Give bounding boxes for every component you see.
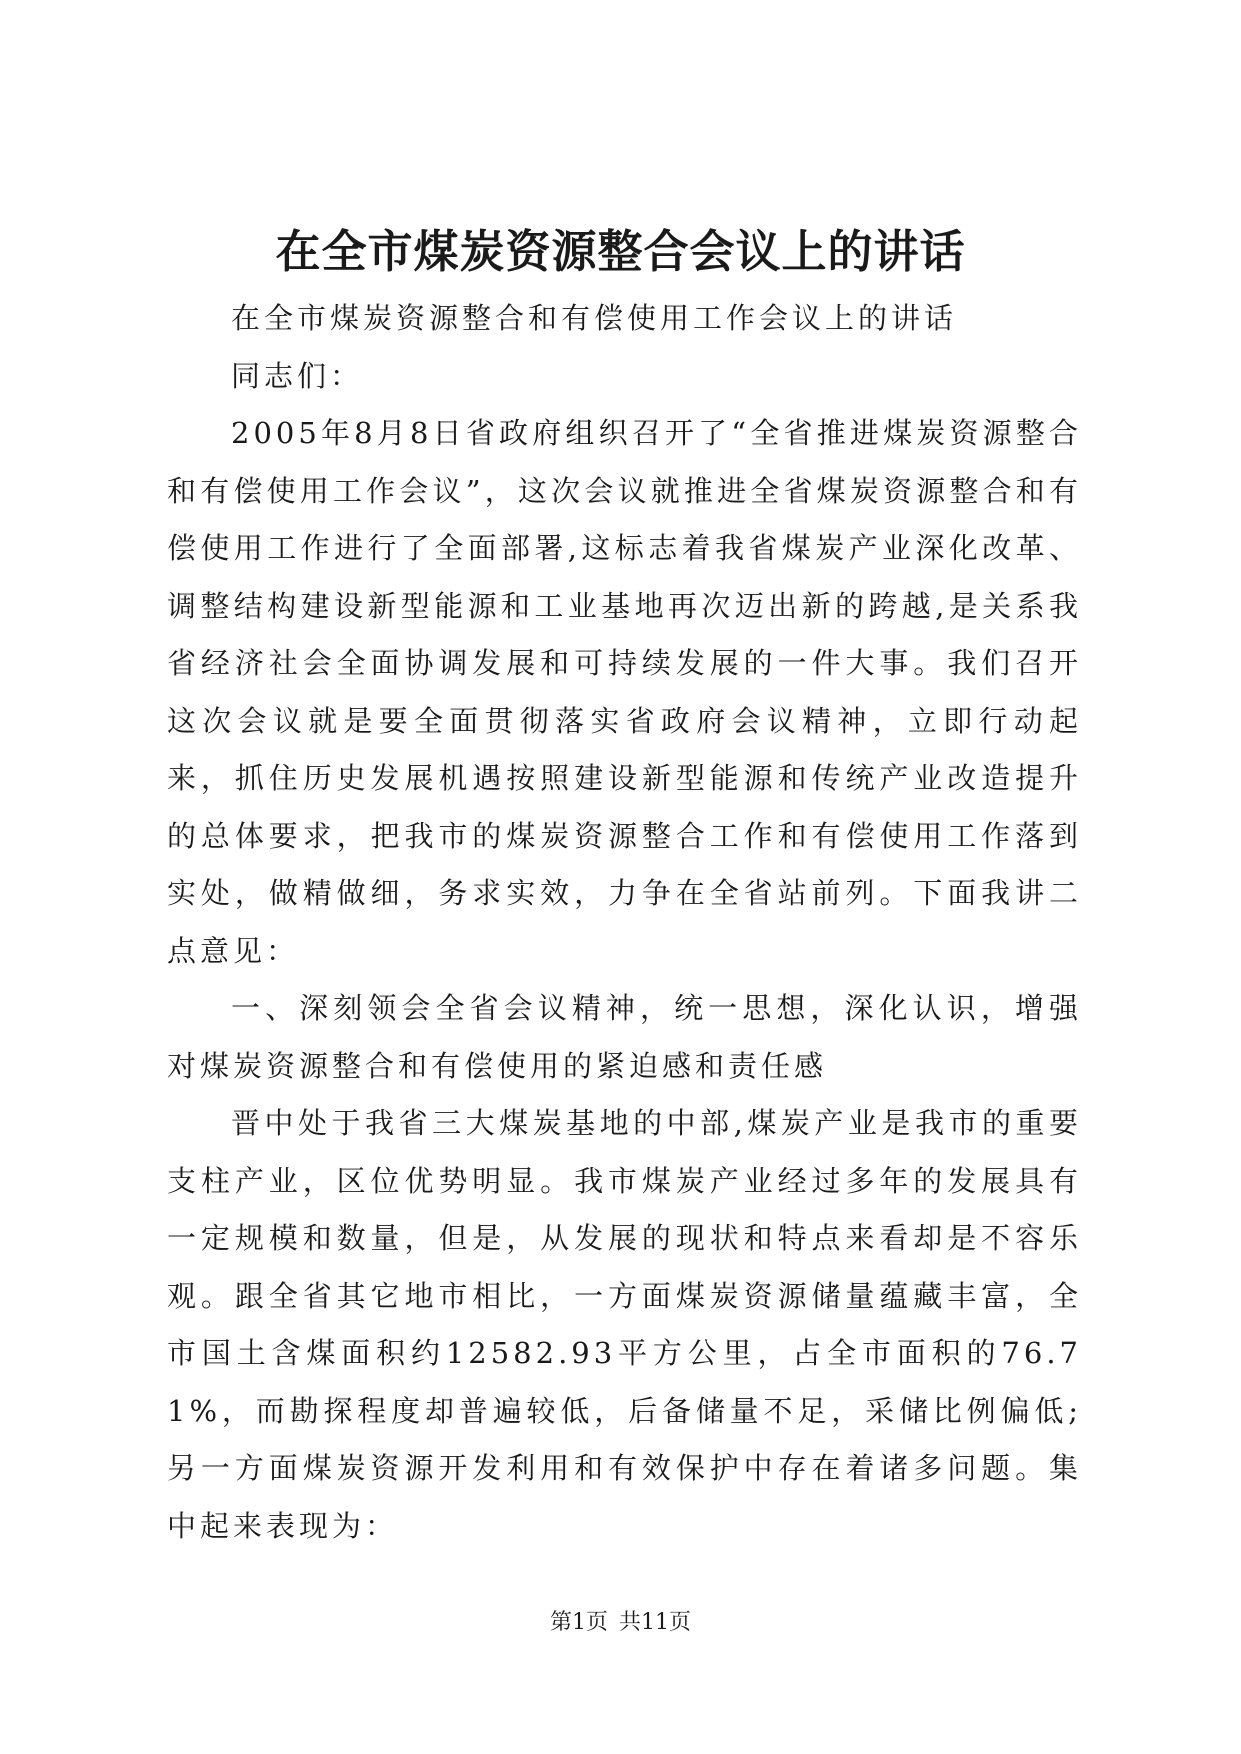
- section-heading-1: 一、深刻领会全省会议精神，统一思想，深化认识，增强对煤炭资源整合和有偿使用的紧迫感和责任感: [167, 991, 1082, 1083]
- page-number: 第1页: [550, 1610, 608, 1635]
- body-paragraph: 晋中处于我省三大煤炭基地的中部,煤炭产业是我市的重要支柱产业，区位优势明显。我市煤炭产业经过多年的发展具有一定规模和数量，但是，从发展的现状和特点来看却是不容乐观。跟全省其它地市相比，一方面煤炭资源储量蕴藏丰富，全市国土含煤面积约12582.93平方公里，占全市面积的76.71%，而勘探程度却普遍较低，后备储量不足，采储比例偏低;另一方面煤炭资源开发利用和有效保护中存在着诸多问题。集中起来表现为：: [167, 1106, 1082, 1543]
- salutation-paragraph: 同志们：: [231, 358, 364, 393]
- page-total: 共11页: [619, 1610, 691, 1635]
- document-title: 在全市煤炭资源整合会议上的讲话: [275, 225, 966, 278]
- page-footer: [0, 1608, 1241, 1638]
- subtitle-paragraph: 在全市煤炭资源整合和有偿使用工作会议上的讲话: [231, 301, 958, 335]
- intro-paragraph: 2005年8月8日省政府组织召开了“全省推进煤炭资源整合和有偿使用工作会议”，这次会议就推进全省煤炭资源整合和有偿使用工作进行了全面部署,这标志着我省煤炭产业深化改革、调整结构建设新型能源和工业基地再次迈出新的跨越,是关系我省经济社会全面协调发展和可持续发展的一件大事。我们召开这次会议就是要全面贯彻落实省政府会议精神，立即行动起来，抓住历史发展机遇按照建设新型能源和传统产业改造提升的总体要求，把我市的煤炭资源整合工作和有偿使用工作落到实处，做精做细，务求实效，力争在全省站前列。下面我讲二点意见：: [167, 416, 1082, 968]
- document-body: [167, 290, 1082, 1555]
